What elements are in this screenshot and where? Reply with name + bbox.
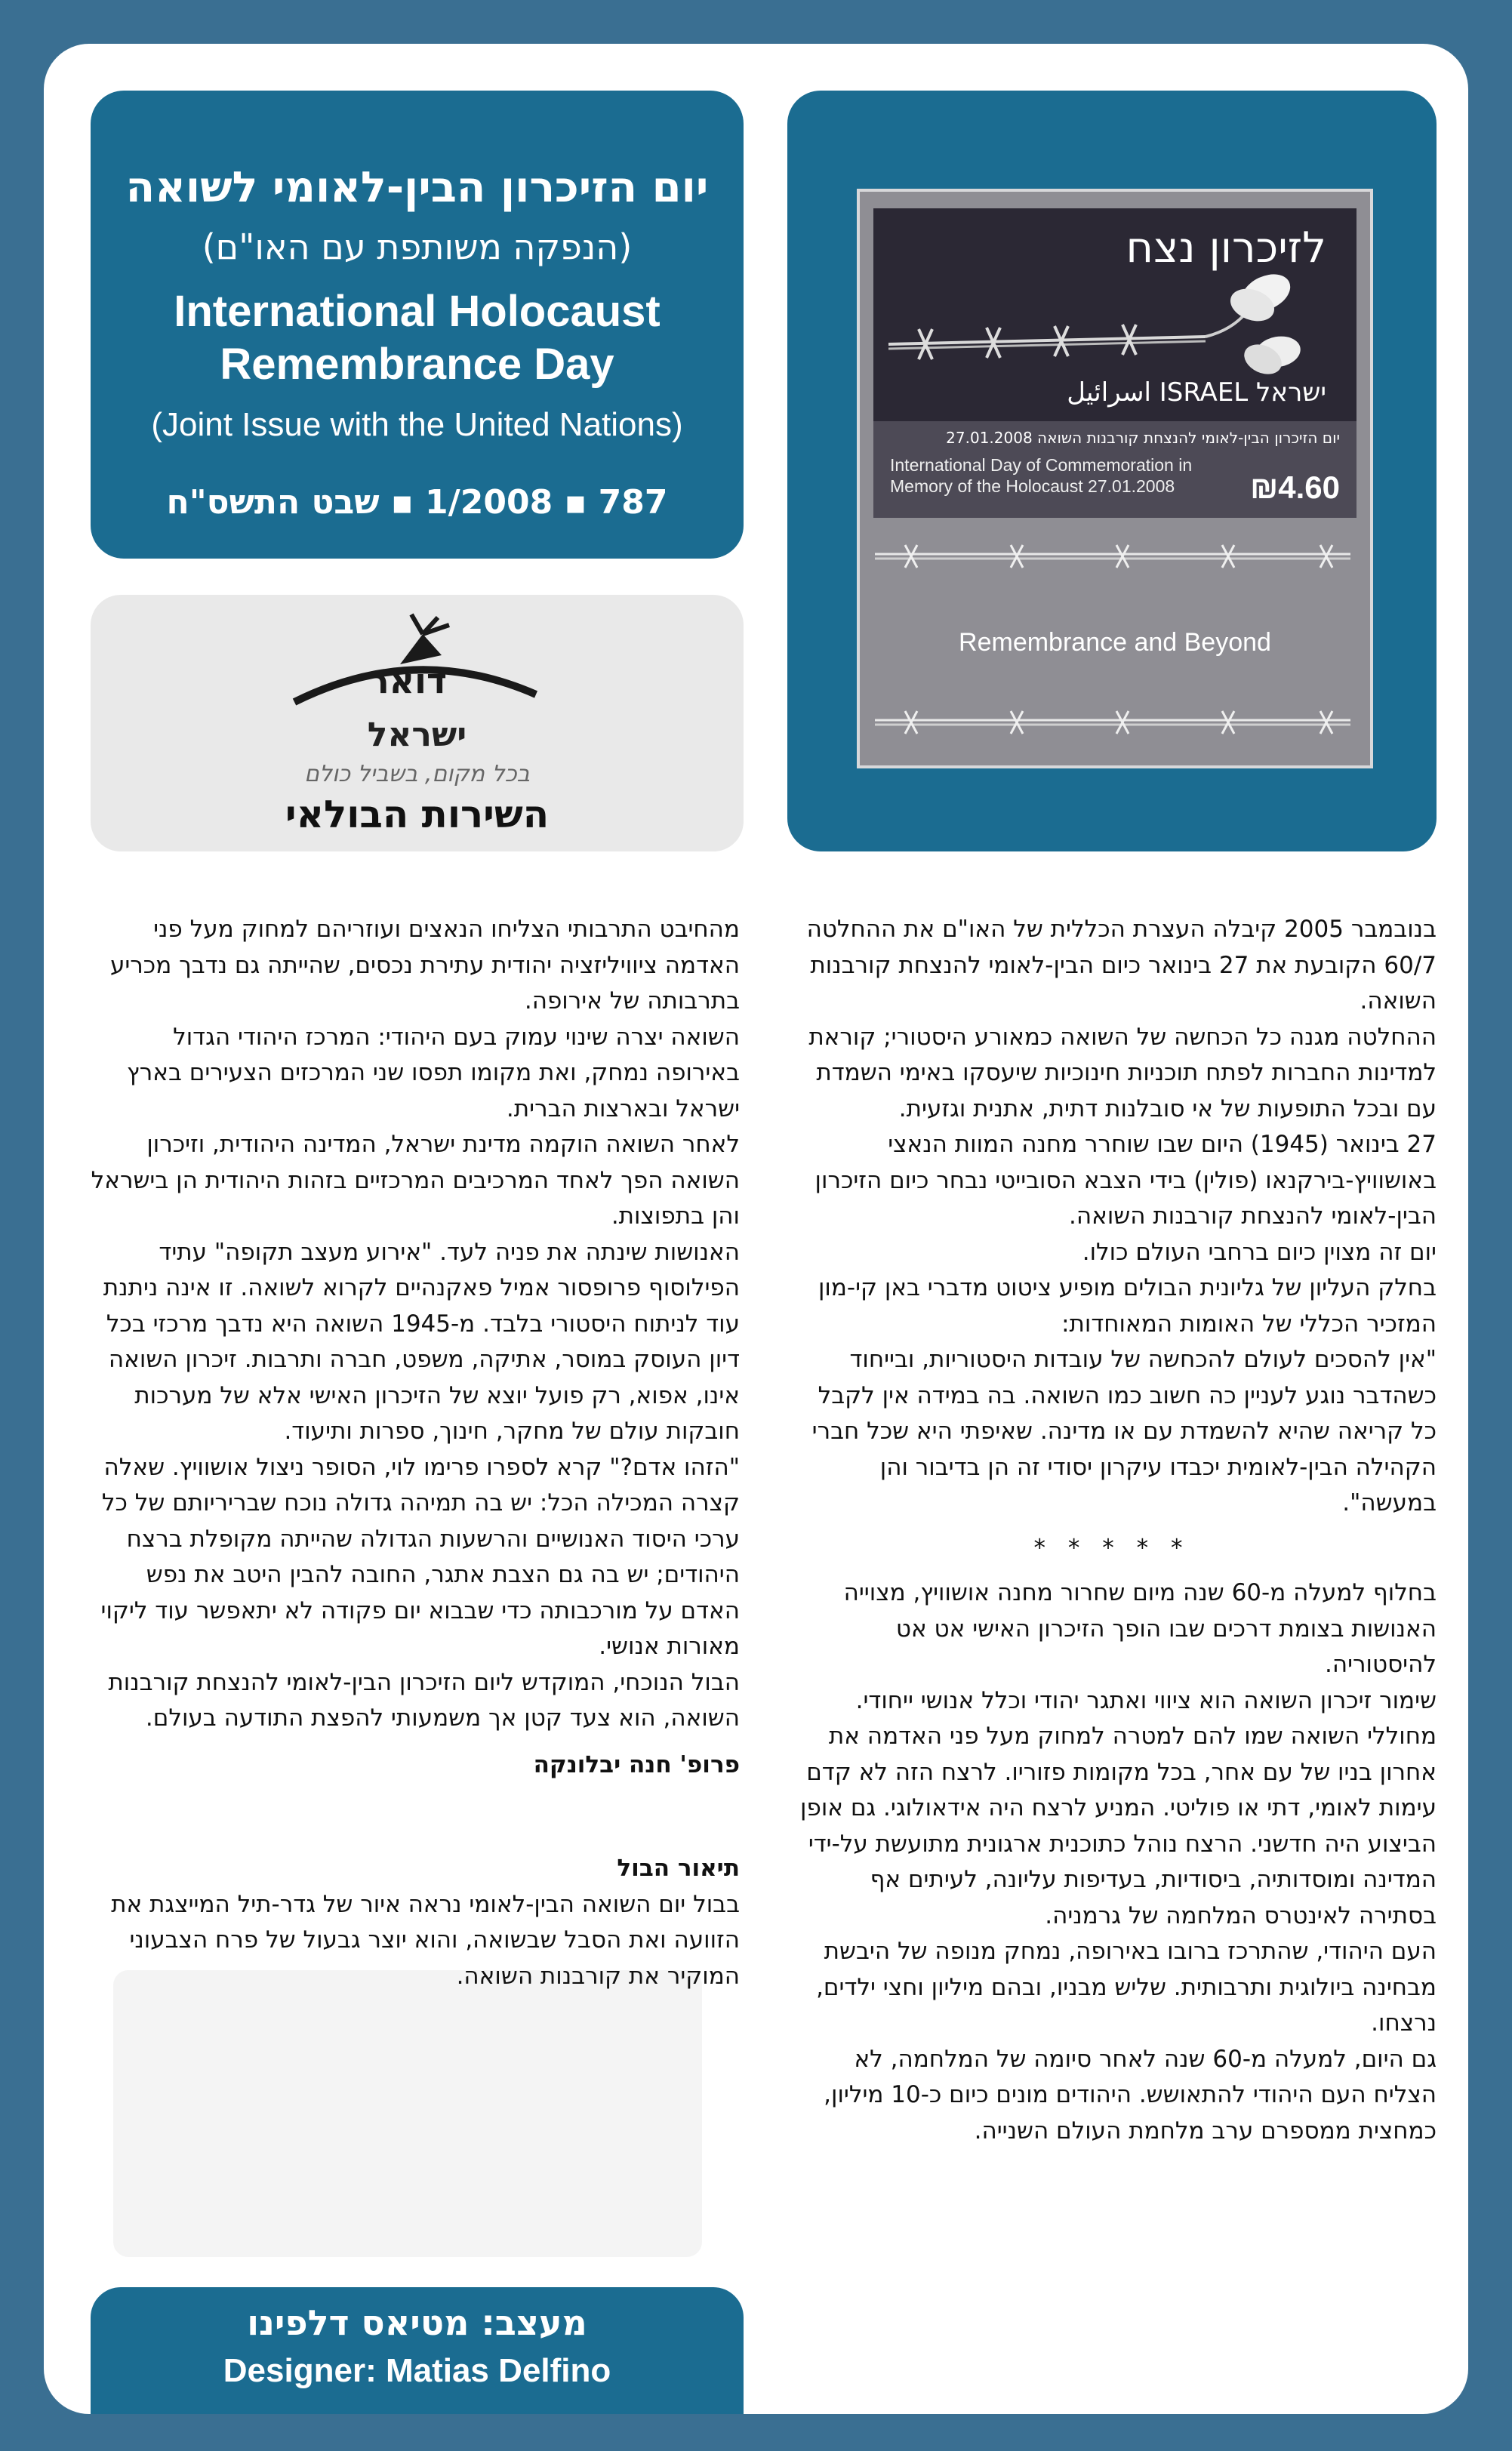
quote-paragraph: "אין להסכים לעולם להכחשה של עובדות היסטוריות, ובייחוד כשהדבר נוגע לעניין כה חשוב כמו השואה. בה במידה אין לקבל כל קריאה שהיא להשמדת עם או מדינה. שאיפתי היא שכל חברי הקהילה הבין-לאומית יכבדו עיקרון יסודי זה הן בדיבור והן במעשה".: [811, 1346, 1437, 1516]
text-column-left: [91, 912, 740, 1994]
paragraph: ההחלטה מגנה כל הכחשה של השואה כמאורע היסטורי; קוראת למדינות החברות לפתח תוכניות חינוכיות שיעסקו באימי השמדת עם ובכל התופעות של אי סובלנות דתית, אתנית וגזעית.: [808, 1023, 1437, 1122]
stamp-image: [873, 208, 1356, 518]
post-slogan: בכל מקום, בשביל כולם: [304, 761, 530, 787]
stamp-band-english-line1: International Day of Commemoration in: [890, 455, 1193, 475]
paragraph: מחוללי השואה שמו להם למטרה למחוק מעל פני האדמה את אחרון בניו של עם אחר, בכל מקומות פזוריו. לרצח הזה לא קדם עימות לאומי, דתי או פוליטי. המניע לרצח היה אידאולוגי. גם אופן הביצוע היה חדשני. הרצח נוהל כתוכנית ארגונית מתועשת על-ידי המדינה ומוסדותיה, ביסודיות, בעדיפות עליונה, לעיתים אף בסתירה לאינטרס המלחמה של גרמניה.: [800, 1723, 1437, 1929]
designer-english: Designer: Matias Delfino: [223, 2352, 611, 2389]
section-divider: * * * * *: [1033, 1534, 1190, 1562]
paragraph: בחלוף למעלה מ-60 שנה מיום שחרור מחנה אושוויץ, מצוייה האנושות בצומת דרכים שבו הופך הזיכרון האישי אט אט להיסטוריה.: [843, 1579, 1437, 1678]
title-english-line2: Remembrance Day: [220, 340, 614, 389]
stamp-sheet: [857, 189, 1373, 768]
paragraph: 27 בינואר (1945) היום שבו שוחרר מחנה המוות הנאצי באושוויץ-בירקנאו (פולין) בידי הצבא הסובייטי נבחר כיום הזיכרון הבין-לאומי להנצחת קורבנות השואה.: [815, 1131, 1437, 1230]
paragraph: בנובמבר 2005 קיבלה העצרת הכללית של האו"ם את ההחלטה 60/7 הקובעת את 27 בינואר כיום הבין-לאומי להנצחת קורבנות השואה.: [806, 916, 1437, 1015]
subtitle-english: (Joint Issue with the United Nations): [151, 406, 683, 443]
title-english-line1: International Holocaust: [174, 287, 661, 336]
stamp-band: [873, 421, 1356, 518]
stamp-title: לזיכרון נצח: [1126, 223, 1326, 273]
paragraph: לאחר השואה הוקמה מדינת ישראל, המדינה היהודית, וזיכרון השואה הפך לאחד המרכיבים המרכזיים בזהות היהודית הן בישראל והן בתפוצות.: [91, 1131, 740, 1230]
stamp-description-text: בבול יום השואה הבין-לאומי נראה איור של גדר-תיל המייצגת את הזוועה ואת הסבל שבשואה, והוא יוצר גבעול של פרח הצבעוני המוקיר את קורבנות השואה.: [111, 1890, 740, 1990]
stamp-band-english-line2: Memory of the Holocaust 27.01.2008: [890, 476, 1175, 496]
subtitle-hebrew: (הנפקה משותפת עם האו"ם): [202, 226, 633, 267]
paragraph: הבול הנוכחי, המוקדש ליום הזיכרון הבין-לאומי להנצחת קורבנות השואה, הוא צעד קטן אך משמעותי להפצת התודעה בעולם.: [108, 1668, 740, 1732]
stamp-value: ₪4.60: [1250, 470, 1340, 505]
title-card: [91, 91, 744, 559]
paragraph: "הזהו אדם?" קרא לספרו פרימו לוי, הסופר ניצול אושוויץ. שאלה קצרה המכילה הכל: יש בה תמיהה גדולה נוכח שבריריותם של כל ערכי היסוד האנושיים והרשעות הגדולה שהייתה מקופלת ברצח היהודים; יש בה גם הצבת אתגר, החובה להבין היטב את נפש האדם על מורכבותה כדי שבבוא יום פקודה לא יתאפשר עוד ליקוי מאורות אנושי.: [100, 1453, 740, 1660]
title-english: [91, 285, 744, 391]
paragraph: גם היום, למעלה מ-60 שנה לאחר סיומה של המלחמה, לא הצליח העם היהודי להתאושש. היהודים מונים כיום כ-10 מיליון, כמחצית ממספרם ערב מלחמת העולם השנייה.: [824, 2045, 1437, 2145]
paragraph: השואה יצרה שינוי עמוק בעם היהודי: המרכז היהודי הגדול באירופה נמחק, ואת מקומו תפסו שני המרכזים הצעירים בארץ ישראל ובארצות הברית.: [127, 1023, 740, 1122]
stamp-band-hebrew: יום הזיכרון הבין-לאומי להנצחת קורבנות השואה 27.01.2008: [946, 429, 1340, 447]
bulletin-page: [44, 44, 1468, 2414]
tab-caption: Remembrance and Beyond: [959, 628, 1271, 657]
faded-background-box: [113, 1970, 702, 2257]
deer-logo-icon: [279, 611, 551, 725]
paragraph: מהחיבט התרבותי הצליחו הנאצים ועוזריהם למחוק מעל פני האדמה ציוויליזציה יהודית עתירת נכסים, שהייתה גם נדבך מכריע בתרבותה של אירופה.: [109, 916, 740, 1015]
brand-line2: ישראל: [367, 716, 467, 754]
stamp-description-heading: תיאור הבול: [617, 1855, 740, 1882]
issue-line: 787 ▪ 1/2008 ▪ שבט התשס"ח: [166, 483, 668, 522]
text-column-right: [787, 912, 1437, 2149]
brand-line1: דואר: [368, 660, 448, 701]
stamp-country: ישראל ISRAEL اسرائيل: [1067, 377, 1326, 408]
stamp-panel: [787, 91, 1437, 851]
title-hebrew: יום הזיכרון הבין-לאומי לשואה: [125, 163, 709, 212]
paragraph: העם היהודי, שהתרכז ברובו באירופה, נמחק מנופה של היבשת מבחינה ביולוגית ותרבותית. שליש מבניו, ובהם מיליון וחצי ילדים, נרצחו.: [816, 1938, 1437, 2037]
paragraph: יום זה מצוין כיום ברחבי העולם כולו.: [1082, 1238, 1437, 1266]
philatelic-service: השירות הבולאי: [285, 793, 550, 836]
stamp-band-english: [890, 454, 1245, 497]
designer-hebrew: מעצב: מטיאס דלפינו: [247, 2302, 587, 2343]
paragraph: האנושות שינתה את פניה לעד. "אירוע מעצב תקופה" עתיד הפילוסוף פרופסור אמיל פאקנהיים לקרוא לשואה. זו אינה ניתנת עוד לניתוח היסטורי בלבד. מ-1945 השואה היא נדבך מרכזי בכל דיון העוסק במוסר, אתיקה, משפט, חברה ותרבות. זיכרון השואה אינו, אפוא, רק פועל יוצא של הזיכרון האישי אלא של מערכות חובקות עולם של מחקר, חינוך, ספרות ותיעוד.: [103, 1238, 740, 1445]
israel-post-card: [91, 595, 744, 851]
paragraph: שימור זיכרון השואה הוא ציווי ואתגר יהודי וכלל אנושי ייחודי.: [855, 1686, 1437, 1714]
paragraph: בחלק העליון של גליונית הבולים מופיע ציטוט מדברי באן קי-מון המזכיר הכללי של האומות המאוחדות:: [818, 1274, 1437, 1338]
designer-bar: [91, 2287, 744, 2414]
author-signature: פרופ' חנה יבלונקה: [533, 1750, 740, 1778]
